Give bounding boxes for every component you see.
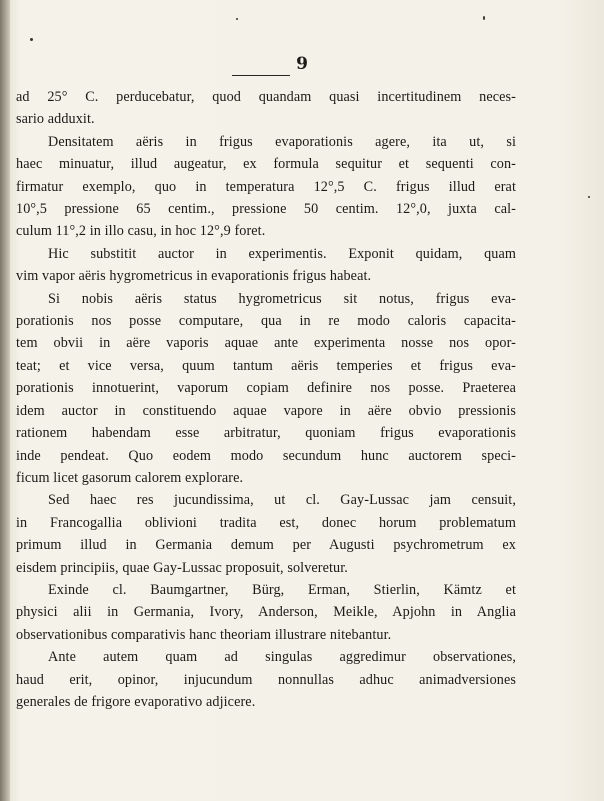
text-line: vim vapor aëris hygrometricus in evaporationis frigus habeat. [16, 268, 372, 285]
text-line: idem auctor in constituendo aquae vapore in aëre obvio pressionis [16, 402, 516, 419]
text-line: culum 11°,2 in illo casu, in hoc 12°,9 foret. [16, 223, 266, 240]
paragraph-first-line: Exinde cl. Baumgartner, Bürg, Erman, Stierlin, Kämtz et [48, 581, 516, 598]
text-line: ficum licet gasorum calorem explorare. [16, 469, 244, 486]
text-line: inde pendeat. Quo eodem modo secundum hunc auctorem speci- [16, 447, 516, 464]
text-line: firmatur exemplo, quo in temperatura 12°,5 C. frigus illud erat [16, 178, 516, 195]
text-line: generales de frigore evaporativo adjicere. [16, 693, 256, 710]
text-line: ad 25° C. perducebatur, quod quandam quasi incertitudinem neces- [16, 89, 516, 105]
text-line: observationibus comparativis hanc theoriam illustrare nitebantur. [16, 626, 392, 643]
binding-gutter [0, 0, 10, 801]
text-line: haec minuatur, illud augeatur, ex formula sequitur et sequenti con- [16, 156, 516, 173]
page-number: 9 [296, 54, 308, 74]
body-text [16, 86, 516, 713]
text-line: 10°,5 pressione 65 centim., pressione 50 centim. 12°,0, juxta cal- [16, 201, 516, 218]
text-line: rationem habendam esse arbitratur, quoniam frigus evaporationis [16, 425, 516, 442]
ink-speck [30, 38, 33, 41]
page-number-rule [232, 75, 290, 76]
text-line: porationis innotuerint, vaporum copiam definire nos posse. Praeterea [16, 380, 516, 397]
ink-speck [483, 16, 485, 20]
ink-speck [588, 196, 590, 198]
text-line: teat; et vice versa, quum tantum aëris temperies et frigus eva- [16, 357, 516, 374]
ink-speck [236, 18, 238, 20]
paragraph-first-line: Si nobis aëris status hygrometricus sit notus, frigus eva- [48, 290, 516, 307]
text-line: in Francogallia oblivioni tradita est, donec horum problematum [16, 514, 516, 531]
text-line: eisdem principiis, quae Gay-Lussac proposuit, solveretur. [16, 559, 348, 576]
paragraph-first-line: Ante autem quam ad singulas aggredimur observationes, [48, 649, 516, 666]
paragraph-first-line: Densitatem aëris in frigus evaporationis agere, ita ut, si [48, 133, 516, 150]
text-line: haud erit, opinor, injucundum nonnullas adhuc animadversiones [16, 671, 516, 688]
paragraph-first-line: Sed haec res jucundissima, ut cl. Gay-Lussac jam censuit, [48, 492, 516, 509]
text-line: sario adduxit. [16, 111, 95, 128]
text-line: tem obvii in aëre vaporis aquae ante experimenta nosse nos opor- [16, 335, 516, 352]
text-line: primum illud in Germania demum per Augusti psychrometrum ex [16, 537, 516, 554]
paragraph-first-line: Hic substitit auctor in experimentis. Exponit quidam, quam [48, 245, 516, 262]
text-line: physici alii in Germania, Ivory, Anderson, Meikle, Apjohn in Anglia [16, 604, 516, 621]
text-line: porationis nos posse computare, qua in re modo caloris capacita- [16, 313, 516, 330]
